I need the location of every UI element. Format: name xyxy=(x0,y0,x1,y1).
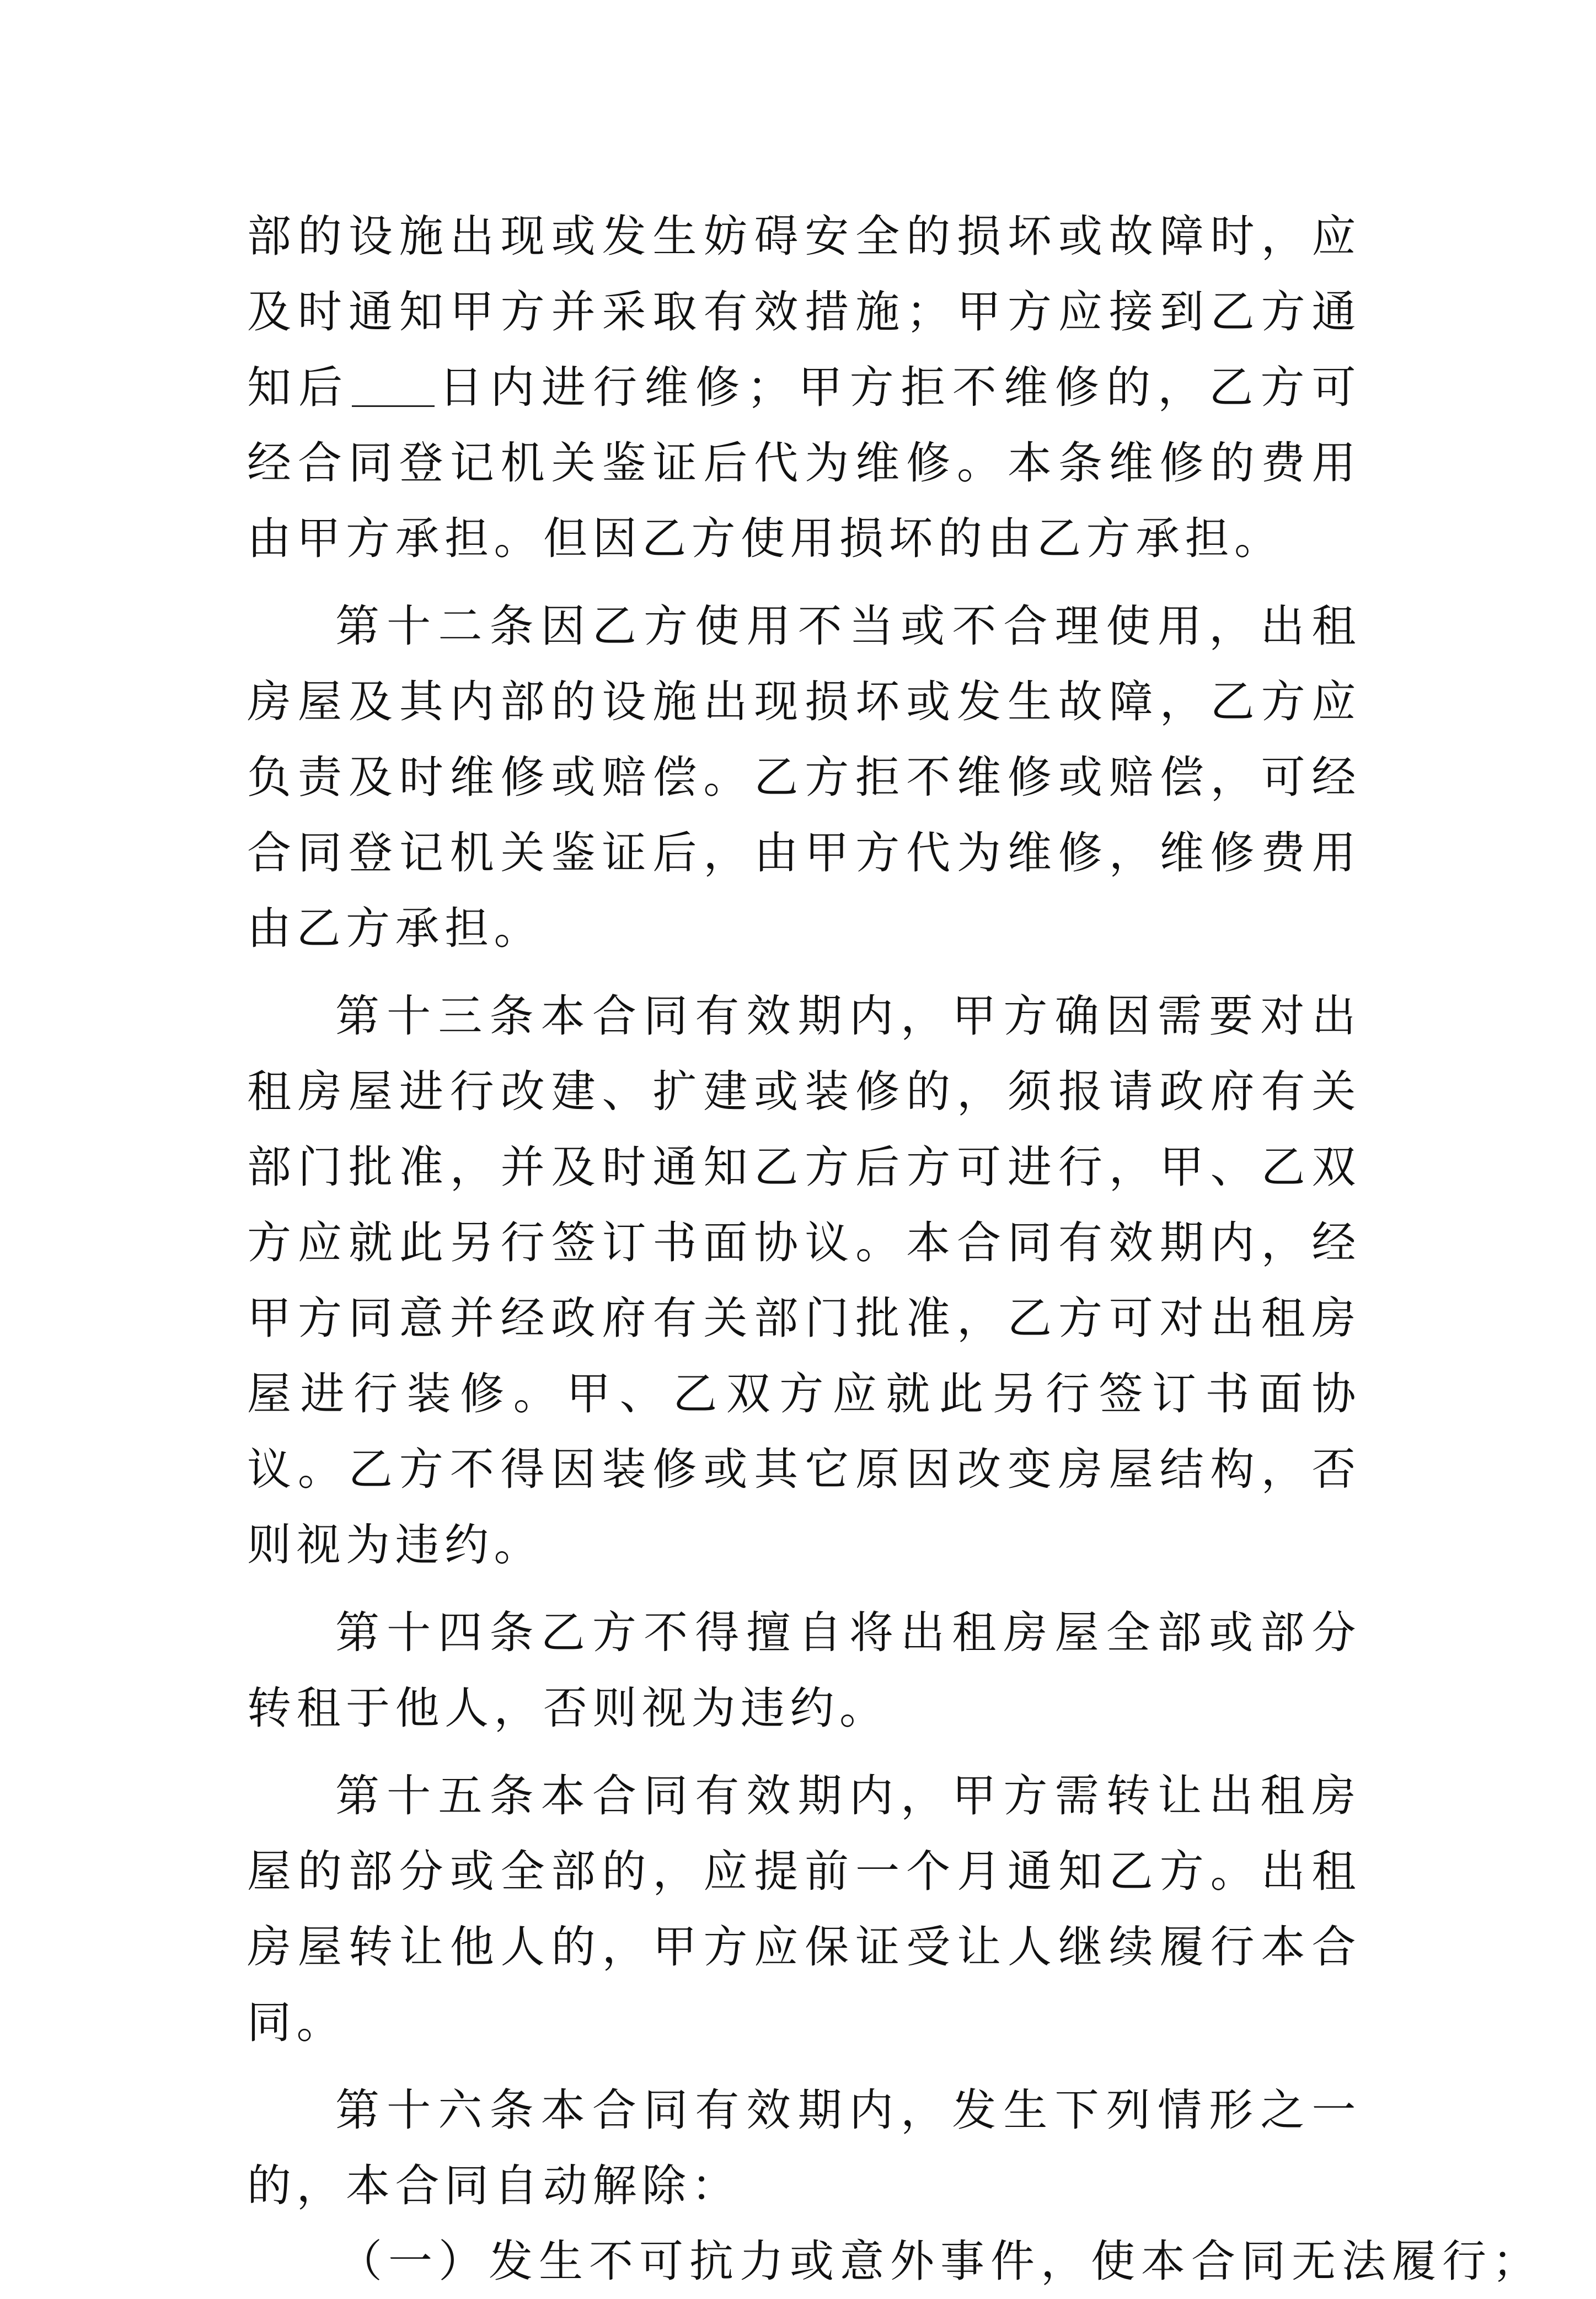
clause-11-text-part1: 部的设施出现或发生妨碍安全的损坏或故障时，应及时通知甲方并采取有效措施；甲方应接到乙方通知后 xyxy=(247,211,1361,413)
document-page xyxy=(247,199,1543,2299)
clause-13: 第十三条本合同有效期内，甲方确因需要对出租房屋进行改建、扩建或装修的，须报请政府有关部门批准，并及时通知乙方后方可进行，甲、乙双方应就此另行签订书面协议。本合同有效期内，经甲方同意并经政府有关部门批准，乙方可对出租房屋进行装修。甲、乙双方应就此另行签订书面协议。乙方不得因装修或其它原因改变房屋结构，否则视为违约。 xyxy=(247,990,1361,1571)
days-blank-field xyxy=(352,367,435,407)
clause-11-continuation xyxy=(247,199,1361,576)
clause-14: 第十四条乙方不得擅自将出租房屋全部或部分转租于他人，否则视为违约。 xyxy=(247,1607,1361,1734)
clause-16: 第十六条本合同有效期内，发生下列情形之一的，本合同自动解除： xyxy=(247,2084,1361,2211)
clause-11-text-part2: 日内进行维修；甲方拒不维修的，乙方可经合同登记机关鉴证后代为维修。本条维修的费用由甲方承担。但因乙方使用损坏的由乙方承担。 xyxy=(247,362,1362,564)
clause-12: 第十二条因乙方使用不当或不合理使用，出租房屋及其内部的设施出现损坏或发生故障，乙方应负责及时维修或赔偿。乙方拒不维修或赔偿，可经合同登记机关鉴证后，由甲方代为维修，维修费用由乙方承担。 xyxy=(247,601,1361,954)
clause-15: 第十五条本合同有效期内，甲方需转让出租房屋的部分或全部的，应提前一个月通知乙方。出租房屋转让他人的，甲方应保证受让人继续履行本合同。 xyxy=(247,1770,1361,2048)
clause-16-item-1: （一）发生不可抗力或意外事件，使本合同无法履行； xyxy=(338,2236,1543,2287)
